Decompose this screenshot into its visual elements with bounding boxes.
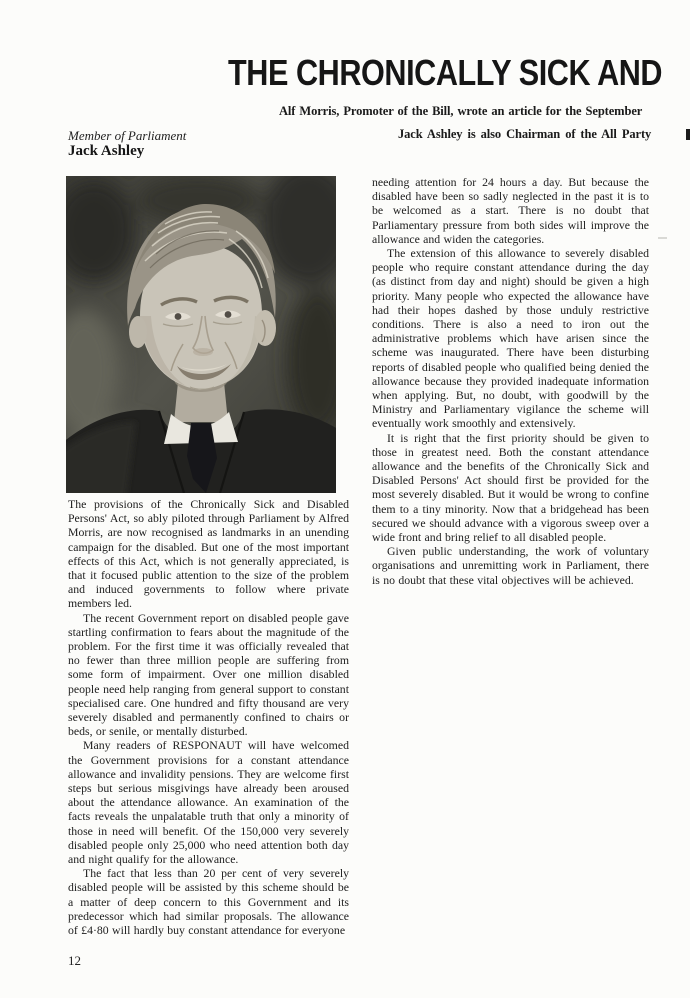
byline-name: Jack Ashley xyxy=(68,143,145,159)
article-left-column xyxy=(68,497,349,937)
headline: THE CHRONICALLY SICK AND xyxy=(228,52,663,93)
article-right-column xyxy=(372,175,649,587)
paragraph: Given public understanding, the work of voluntary organisations and unremitting work in Parliament, there is no doubt that these vital objectives will be achieved. xyxy=(372,544,649,587)
paragraph: It is right that the first priority should be given to those in greatest need. Both the constant attendance allowance and the benefits of the Chronically Sick and Disabled Persons' Act should first be provided for the most severely disabled. But it would be wrong to confine them to a tiny minority. Now that a bridgehead has been secured we should advance with a vigorous sweep over a wide front and bring relief to all disabled people. xyxy=(372,430,649,545)
clipped-letter-fragment xyxy=(686,129,690,140)
portrait-photo-illustration xyxy=(66,176,336,493)
paragraph: needing attention for 24 hours a day. But because the disabled have been so sadly neglected in the past it is to be welcomed as a start. There is no doubt that Parliamentary pressure from both sides will improve the allowance and widen the categories. xyxy=(372,175,649,246)
paragraph: The provisions of the Chronically Sick and Disabled Persons' Act, so ably piloted through Parliament by Alfred Morris, are now recognised as landmarks in an unending campaign for the disabled. But one of the most important effects of this Act, which is not generally appreciated, is that it focused public attention to the size of the problem and induced governments to follow where private members led. xyxy=(68,497,349,611)
paragraph: Many readers of RESPONAUT will have welcomed the Government provisions for a constant attendance allowance and invalidity pensions. They are welcome first steps but serious misgivings have already been aroused about the attendance allowance. An examination of the facts reveals the unpalatable truth that only a minority of those in need will benefit. Of the 150,000 very severely disabled people only 25,000 who need attention both day and night qualify for the allowance. xyxy=(68,738,349,867)
byline xyxy=(68,128,186,160)
paragraph: The extension of this allowance to severely disabled people who require constant attendance during the day (as distinct from day and night) should be given a high priority. Many people who expected the allowance have had their hopes dashed by those unduly restrictive conditions. There is also a need to iron out the administrative problems which have arisen since the scheme was inaugurated. There have been disturbing reports of disabled people who qualified being denied the allowance because they provided inadequate information when applying. But, no doubt, with goodwill by the Ministry and Parliamentary vigilance the scheme will eventually work smoothly and extensively. xyxy=(372,246,649,431)
portrait-photo xyxy=(66,176,336,493)
paragraph: The fact that less than 20 per cent of very severely disabled people will be assisted by this scheme should be a matter of deep concern to this Government and its predecessor which had similar proposals. The allowance of £4·80 will hardly buy constant attendance for everyone xyxy=(68,866,349,938)
paragraph: The recent Government report on disabled people gave startling confirmation to fears about the magnitude of the problem. For the first time it was officially revealed that no fewer than three million people are suffering from some form of impairment. Over one million disabled people need help ranging from general support to constant specialised care. One hundred and fifty thousand are very severely disabled and permanently confined to chairs or beds, or senile, or mentally disturbed. xyxy=(68,610,349,739)
scan-artifact-mark xyxy=(658,237,667,239)
standfirst-line-1: Alf Morris, Promoter of the Bill, wrote an article for the September xyxy=(279,104,643,118)
standfirst-line-2: Jack Ashley is also Chairman of the All Party xyxy=(398,127,652,141)
page-number: 12 xyxy=(68,953,81,968)
byline-role: Member of Parliament xyxy=(68,128,187,143)
